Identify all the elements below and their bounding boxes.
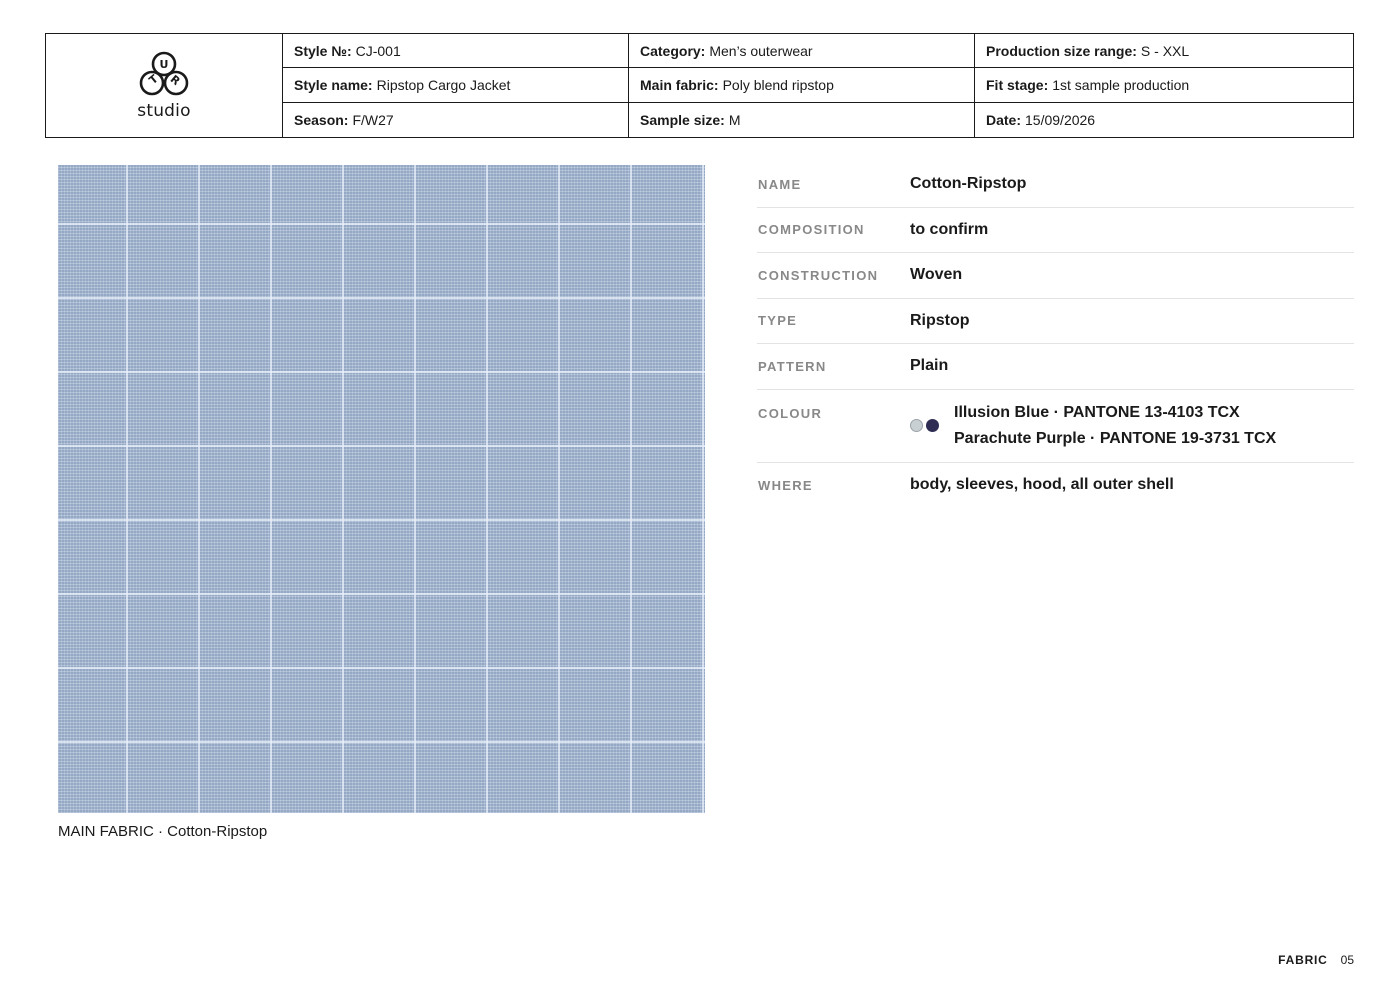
- sample-size-value: M: [728, 111, 741, 128]
- sample-size-cell: [629, 103, 975, 137]
- main-fabric-cell: [629, 68, 975, 102]
- spec-label: CONSTRUCTION: [758, 267, 879, 283]
- fit-stage-value: 1st sample production: [1052, 76, 1190, 93]
- colour-names: [954, 400, 1276, 452]
- fabric-swatch-image: [58, 165, 705, 813]
- spec-label: COLOUR: [758, 405, 823, 421]
- date-cell: [975, 103, 1353, 137]
- style-number-cell: [283, 34, 629, 68]
- spec-row-colour: [757, 390, 1354, 463]
- size-range-cell: [975, 34, 1353, 68]
- category-label: Category:: [640, 42, 706, 59]
- style-header-table: [45, 33, 1354, 138]
- spec-row-composition: [757, 208, 1354, 254]
- logo-mark-icon: [137, 50, 191, 100]
- colour-swatch-dot: [926, 419, 939, 432]
- spec-row-pattern: [757, 344, 1354, 390]
- category-cell: [629, 34, 975, 68]
- spec-value: Woven: [910, 266, 963, 284]
- brand-logo: [46, 34, 283, 137]
- spec-label: PATTERN: [758, 358, 827, 374]
- colour-swatch-dot: [910, 419, 923, 432]
- spec-value: body, sleeves, hood, all outer shell: [910, 476, 1174, 494]
- style-name-value: Ripstop Cargo Jacket: [376, 76, 511, 93]
- season-cell: [283, 103, 629, 137]
- page-footer: [1278, 953, 1354, 967]
- logo-wordmark: studio: [137, 100, 191, 121]
- fit-stage-cell: [975, 68, 1353, 102]
- spec-row-name: [757, 162, 1354, 208]
- season-label: Season:: [294, 111, 349, 128]
- spec-row-where: [757, 463, 1354, 509]
- logo-letter: T: [146, 72, 161, 87]
- spec-label: COMPOSITION: [758, 222, 865, 238]
- colour-values: [910, 400, 1276, 452]
- spec-label: WHERE: [758, 477, 813, 493]
- date-value: 15/09/2026: [1025, 111, 1096, 128]
- spec-value: Cotton-Ripstop: [910, 175, 1027, 193]
- section-name: FABRIC: [1278, 953, 1328, 967]
- main-fabric-value: Poly blend ripstop: [722, 76, 834, 93]
- main-fabric-label: Main fabric:: [640, 76, 719, 93]
- spec-label: TYPE: [758, 313, 798, 329]
- season-value: F/W27: [352, 111, 394, 128]
- fit-stage-label: Fit stage:: [986, 76, 1049, 93]
- logo-letter: R: [167, 72, 183, 88]
- date-label: Date:: [986, 111, 1022, 128]
- style-name-cell: [283, 68, 629, 102]
- swatch-caption: MAIN FABRIC · Cotton-Ripstop: [58, 823, 268, 840]
- category-value: Men’s outerwear: [709, 42, 813, 59]
- fabric-spec-list: [757, 162, 1354, 508]
- spec-row-type: [757, 299, 1354, 345]
- spec-value: to confirm: [910, 220, 989, 238]
- page-number: 05: [1340, 953, 1354, 967]
- spec-label: NAME: [758, 176, 802, 192]
- style-number-label: Style №:: [294, 42, 352, 59]
- colour-name: Illusion Blue · PANTONE 13-4103 TCX: [954, 403, 1240, 421]
- colour-dots: [910, 419, 939, 432]
- style-name-label: Style name:: [294, 76, 373, 93]
- spec-value: Plain: [910, 357, 949, 375]
- logo-letter: U: [159, 57, 169, 71]
- sample-size-label: Sample size:: [640, 111, 725, 128]
- spec-value: Ripstop: [910, 311, 970, 329]
- size-range-value: S - XXL: [1140, 42, 1190, 59]
- size-range-label: Production size range:: [986, 42, 1137, 59]
- style-number-value: CJ-001: [355, 42, 401, 59]
- colour-name: Parachute Purple · PANTONE 19-3731 TCX: [954, 429, 1277, 447]
- spec-row-construction: [757, 253, 1354, 299]
